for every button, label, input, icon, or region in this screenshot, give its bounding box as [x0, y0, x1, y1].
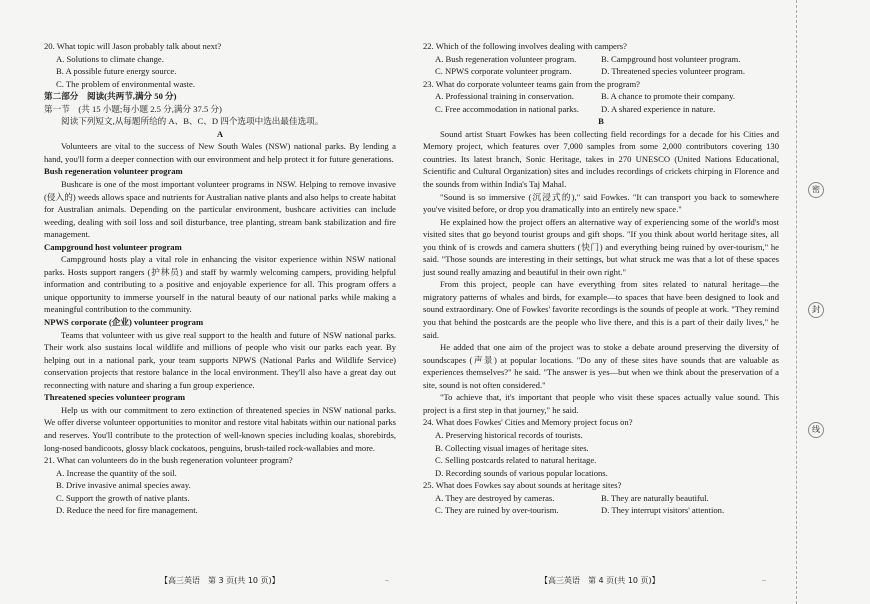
question-24: 24. What does Fowkes' Cities and Memory project focus on?	[423, 417, 633, 428]
q22-option-a: A. Bush regeneration volunteer program.	[435, 53, 577, 64]
paragraph-bush-regeneration: Bushcare is one of the most important volunteer programs in NSW. Helping to remove invasive (侵入的) weeds allows space and nutrients for Australian native plants and also helps to create habitat for Australian animals. Depending on the particular environment, bushcare activities can include weeding, dealing with soil loss and soil disturbance, tree planting, stream bank stabilization and fire management.	[44, 179, 396, 240]
binding-line	[796, 0, 798, 604]
page-dot-left: ..	[385, 574, 389, 583]
q22-option-c: C. NPWS corporate volunteer program.	[435, 66, 572, 77]
passage-b-label: B	[598, 116, 604, 127]
binding-mark-seal: 密	[808, 182, 824, 198]
q25-option-b: B. They are naturally beautiful.	[601, 492, 709, 503]
binding-mark-line: 线	[808, 422, 824, 438]
q22-options-row-2	[423, 65, 779, 78]
q20-option-a: A. Solutions to climate change.	[56, 53, 164, 64]
q23-option-d: D. A shared experience in nature.	[601, 103, 716, 114]
q22-option-d: D. Threatened species volunteer program.	[601, 66, 745, 77]
q21-option-d: D. Reduce the need for fire management.	[56, 505, 198, 516]
page-4-footer: 【高三英语 第 4 页(共 10 页)】	[540, 576, 660, 585]
q23-option-a: A. Professional training in conservation.	[435, 91, 574, 102]
q24-option-c: C. Selling postcards related to natural heritage.	[435, 455, 597, 466]
q24-option-b: B. Collecting visual images of heritage sites.	[435, 442, 589, 453]
q22-option-b: B. Campground host volunteer program.	[601, 53, 741, 64]
binding-mark-closed: 封	[808, 302, 824, 318]
heading-bush-regeneration: Bush regeneration volunteer program	[44, 166, 183, 177]
heading-threatened-species: Threatened species volunteer program	[44, 392, 186, 403]
q24-option-a: A. Preserving historical records of tourists.	[435, 429, 583, 440]
q24-option-d: D. Recording sounds of various popular locations.	[435, 467, 608, 478]
q23-option-b: B. A chance to promote their company.	[601, 91, 736, 102]
q21-option-b: B. Drive invasive animal species away.	[56, 480, 191, 491]
passage-b-paragraph-5: He added that one aim of the project was to stoke a debate around preserving the diversity of soundscapes (声景) at popular locations. "Do any of these sites have sounds that are valuable as experiences themselves?" he said. "The answer is yes—but when we think about the preservation of a site, sound is not often considered."	[423, 342, 779, 390]
instruction: 阅读下列短文,从每题所给的 A、B、C、D 四个选项中选出最佳选项。	[61, 116, 324, 127]
question-20: 20. What topic will Jason probably talk about next?	[44, 41, 222, 51]
paragraph-threatened-species: Help us with our commitment to zero extinction of threatened species in NSW national parks. We offer diverse volunteer opportunities to monitor and restore vital habitats within our national parks and reserves. You'll contribute to the protection of well-known species including koalas, shorebirds, long-nosed bandicoots, glossy black cockatoos, penguins, brush-tailed rock-wallabies and more.	[44, 404, 396, 453]
q23-option-c: C. Free accommodation in national parks.	[435, 103, 579, 114]
passage-a-intro: Volunteers are vital to the success of New South Wales (NSW) national parks. By lending a hand, you'll form a deeper connection with our environment and help protect it for future generations.	[44, 141, 396, 164]
q21-option-a: A. Increase the quantity of the soil.	[56, 467, 177, 478]
question-23: 23. What do corporate volunteer teams gain from the program?	[423, 78, 640, 89]
passage-b-paragraph-6: "To achieve that, it's important that people who visit these spaces actually value sound. This project is a first step in that journey," he said.	[423, 392, 779, 415]
q20-option-b: B. A possible future energy source.	[56, 66, 177, 77]
q21-option-c: C. Support the growth of native plants.	[56, 492, 190, 503]
question-22: 22. Which of the following involves dealing with campers?	[423, 41, 627, 51]
q25-options-row-1	[423, 492, 779, 505]
page-3-footer: 【高三英语 第 3 页(共 10 页)】	[160, 576, 280, 585]
q25-options-row-2	[423, 504, 779, 517]
paragraph-npws-corporate: Teams that volunteer with us give real support to the health and future of NSW national parks. Their work also sustains local wildlife and millions of people who visit our parks each year. By helping out in a national park, your team supports NPWS (National Parks and Wildlife Service) conservation projects that restore balance in the local environment. They'll also have a great day out reconnecting with nature and sharing a fun group experience.	[44, 329, 396, 390]
heading-campground-host: Campground host volunteer program	[44, 241, 182, 252]
q25-option-c: C. They are ruined by over-tourism.	[435, 505, 559, 516]
right-column	[423, 40, 779, 517]
q25-option-d: D. They interrupt visitors' attention.	[601, 505, 725, 516]
question-25: 25. What does Fowkes say about sounds at heritage sites?	[423, 480, 622, 491]
page-dot-right: ..	[762, 574, 766, 583]
heading-npws-corporate: NPWS corporate (企业) volunteer program	[44, 317, 204, 328]
passage-b-paragraph-3: He explained how the project offers an alternative way of experiencing some of the world's most visited sites that go beyond tourist groups and gift shops. "If you think about world heritage sites, all you think of is crowds and camera shutters (快门) and everything being ruined by over-tourism," he said. "Those sounds are interesting in their settings, but what struck me was that a lot of these spaces just sound really amazing and beautiful in their own right."	[423, 216, 779, 277]
q25-option-a: A. They are destroyed by cameras.	[435, 492, 555, 503]
question-21: 21. What can volunteers do in the bush regeneration volunteer program?	[44, 455, 293, 466]
q23-options-row-2	[423, 103, 779, 116]
q22-options-row-1	[423, 53, 779, 66]
passage-b-paragraph-2: "Sound is so immersive (沉浸式的)," said Fowkes. "It can transport you back to somewhere you've visited before, or drop you dramatically into an entirely new space."	[423, 191, 779, 215]
q23-options-row-1	[423, 90, 779, 103]
passage-b-paragraph-1: Sound artist Stuart Fowkes has been collecting field recordings for a decade for his Cities and Memory project, which features over 7,000 samples from some 2,000 contributors covering 130 countries. Its latest branch, Sonic Heritage, takes in 270 UNESCO (United Nations Educational, Scientific and Cultural Organization) sites and includes recordings of crickets chirping in Florence and the sounds from within India's Taj Mahal.	[423, 128, 779, 190]
q20-option-c: C. The problem of environmental waste.	[56, 78, 195, 89]
paragraph-campground-host: Campground hosts play a vital role in enhancing the visitor experience within NSW national parks. Hosts support rangers (护林员) and staff by warmly welcoming campers, providing helpful information and contributing to a positive and enjoyable experience for all. This program offers a unique opportunity to immerse yourself in the natural beauty of our national parks while making a meaningful contribution to the community.	[44, 254, 396, 315]
part2-title: 第二部分 阅读(共两节,满分 50 分)	[44, 91, 177, 102]
passage-a-label: A	[216, 128, 224, 139]
section1-title: 第一节 (共 15 小题;每小题 2.5 分,满分 37.5 分)	[44, 103, 222, 114]
passage-b-paragraph-4: From this project, people can have everything from sites related to natural heritage—the migratory patterns of whales and birds, for example—to spaces that have been designed to look and sound extraordinary. One of Fowkes' favorite recordings is the sounds of people at work. "They remind you that behind the postcards are the people who live there, and this is a part of their daily lives," he said.	[423, 279, 779, 340]
left-column	[44, 40, 396, 517]
